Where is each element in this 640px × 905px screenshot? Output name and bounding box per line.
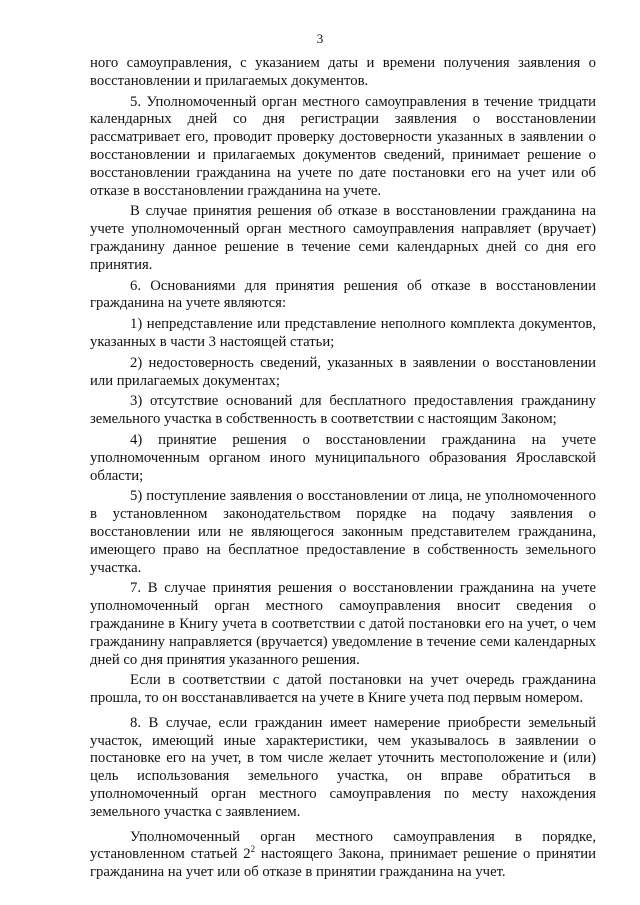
paragraph-item-8: 8. В случае, если гражданин имеет намерение приобрести земельный участок, имеющий иные характеристики, чем указывалось в заявлении о постановке его на учет, в том числе желает уточнить местоположение и (или) цель использования земельного участка, он вправе обратиться в уполномоченный орган местного самоуправления по месту нахождения земельного участка с заявлением. <box>90 714 596 820</box>
paragraph-ground-4: 4) принятие решения о восстановлении гражданина на учете уполномоченным органом иного муниципального образования Ярославской области; <box>90 431 596 484</box>
final-text-before: Уполномоченный орган местного самоуправления в порядке, установленном статьей 2 <box>90 828 596 863</box>
paragraph-continuation: ного самоуправления, с указанием даты и времени получения заявления о восстановлении и прилагаемых документов. <box>90 55 596 89</box>
paragraph-ground-2: 2) недостоверность сведений, указанных в заявлении о восстановлении или прилагаемых документах; <box>90 354 596 389</box>
paragraph-refusal-notice: В случае принятия решения об отказе в восстановлении гражданина на учете уполномоченный орган местного самоуправления направляет (вручает) гражданину данное решение в течение семи календарных дней со дня его принятия. <box>90 203 596 273</box>
paragraph-item-6: 6. Основаниями для принятия решения об отказе в восстановлении гражданина на учете являются: <box>90 277 596 312</box>
page-number: 3 <box>316 31 324 46</box>
paragraph-final <box>90 829 596 882</box>
article-superscript: 2 <box>250 844 256 855</box>
final-text-after: настоящего Закона, принимает решение о принятии гражданина на учет или об отказе в принятии гражданина на учет. <box>90 846 596 881</box>
paragraph-ground-5: 5) поступление заявления о восстановлении от лица, не уполномоченного в установленном законодательством порядке на подачу заявления о восстановлении или не являющегося законным представителем гражданина, имеющего право на бесплатное предоставление в собственность земельного участка. <box>90 488 596 576</box>
document-body <box>90 55 596 885</box>
paragraph-item-7: 7. В случае принятия решения о восстановлении гражданина на учете уполномоченный орган местного самоуправления вносит сведения о гражданине в Книгу учета в соответствии с датой постановки его на учет, о чем гражданину направляется (вручается) уведомление в течение семи календарных дней со дня принятия указанного решения. <box>90 580 596 668</box>
paragraph-queue-passed: Если в соответствии с датой постановки на учет очередь гражданина прошла, то он восстанавливается на учете в Книге учета под первым номером. <box>90 672 596 707</box>
paragraph-ground-3: 3) отсутствие оснований для бесплатного предоставления гражданину земельного участка в собственность в соответствии с настоящим Законом; <box>90 393 596 428</box>
paragraph-item-5: 5. Уполномоченный орган местного самоуправления в течение тридцати календарных дней со дня регистрации заявления о восстановлении рассматривает его, проводит проверку достоверности указанных в заявлении о восстановлении и прилагаемых документов сведений, принимает решение о восстановлении гражданина на учете по дате постановки его на учет или об отказе в восстановлении гражданина на учете. <box>90 93 596 199</box>
paragraph-ground-1: 1) непредставление или представление неполного комплекта документов, указанных в части 3 настоящей статьи; <box>90 316 596 350</box>
